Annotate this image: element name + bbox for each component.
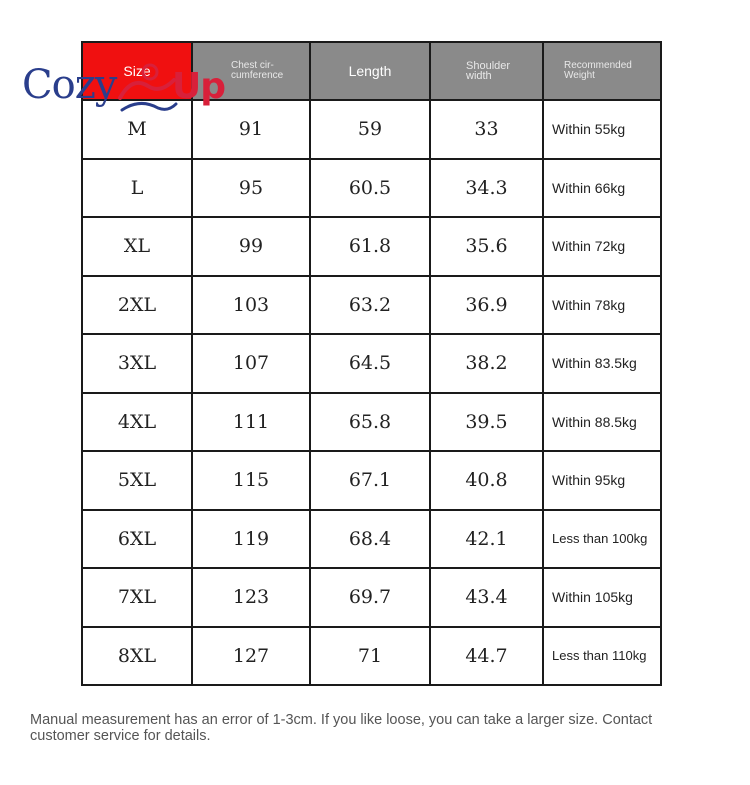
brand-text-cozy: Cozy [22, 62, 117, 108]
cell-chest: 127 [192, 627, 310, 686]
cell-shoulder: 42.1 [430, 510, 543, 569]
table-row [82, 510, 661, 569]
cell-length: 61.8 [310, 217, 430, 276]
cell-shoulder: 36.9 [430, 276, 543, 335]
cell-shoulder: 38.2 [430, 334, 543, 393]
cell-weight: Within 105kg [543, 568, 661, 627]
header-chest: Chest cir- cumference [192, 42, 310, 100]
cell-shoulder: 35.6 [430, 217, 543, 276]
cell-chest: 111 [192, 393, 310, 452]
cell-chest: 95 [192, 159, 310, 218]
cell-length: 65.8 [310, 393, 430, 452]
cell-size: 5XL [82, 451, 192, 510]
header-length: Length [310, 42, 430, 100]
cell-size: 4XL [82, 393, 192, 452]
brand-logo [22, 58, 237, 118]
cell-shoulder: 44.7 [430, 627, 543, 686]
cell-chest: 99 [192, 217, 310, 276]
cell-shoulder: 33 [430, 100, 543, 159]
cell-weight: Within 83.5kg [543, 334, 661, 393]
cell-chest: 107 [192, 334, 310, 393]
cell-size: XL [82, 217, 192, 276]
table-row [82, 334, 661, 393]
cell-weight: Within 55kg [543, 100, 661, 159]
cell-weight: Less than 100kg [543, 510, 661, 569]
cell-chest: 123 [192, 568, 310, 627]
table-row [82, 276, 661, 335]
header-size: Size [82, 42, 192, 100]
cell-length: 64.5 [310, 334, 430, 393]
cell-weight: Within 78kg [543, 276, 661, 335]
cell-weight: Less than 110kg [543, 627, 661, 686]
header-shoulder: Shoulder width [430, 42, 543, 100]
cell-shoulder: 34.3 [430, 159, 543, 218]
table-row [82, 159, 661, 218]
cell-size: L [82, 159, 192, 218]
cell-chest: 91 [192, 100, 310, 159]
brand-text-up: Up [172, 66, 226, 107]
cell-shoulder: 39.5 [430, 393, 543, 452]
cell-weight: Within 95kg [543, 451, 661, 510]
cell-weight: Within 88.5kg [543, 393, 661, 452]
cell-length: 68.4 [310, 510, 430, 569]
cell-shoulder: 40.8 [430, 451, 543, 510]
table-row [82, 393, 661, 452]
table-row [82, 217, 661, 276]
cell-chest: 103 [192, 276, 310, 335]
cell-weight: Within 72kg [543, 217, 661, 276]
cell-weight: Within 66kg [543, 159, 661, 218]
cell-length: 59 [310, 100, 430, 159]
cell-length: 67.1 [310, 451, 430, 510]
cell-chest: 115 [192, 451, 310, 510]
cell-size: M [82, 100, 192, 159]
size-chart-table [81, 41, 662, 686]
cell-length: 63.2 [310, 276, 430, 335]
header-weight: Recommended Weight [543, 42, 661, 100]
cell-size: 7XL [82, 568, 192, 627]
cell-size: 3XL [82, 334, 192, 393]
cell-size: 6XL [82, 510, 192, 569]
table-row [82, 451, 661, 510]
cell-size: 2XL [82, 276, 192, 335]
table-row [82, 568, 661, 627]
cell-length: 69.7 [310, 568, 430, 627]
cell-chest: 119 [192, 510, 310, 569]
measurement-note: Manual measurement has an error of 1-3cm. If you like loose, you can take a larger size. Contact customer service for details. [30, 712, 653, 744]
cell-length: 71 [310, 627, 430, 686]
table-row [82, 627, 661, 686]
cell-shoulder: 43.4 [430, 568, 543, 627]
cell-length: 60.5 [310, 159, 430, 218]
cell-size: 8XL [82, 627, 192, 686]
